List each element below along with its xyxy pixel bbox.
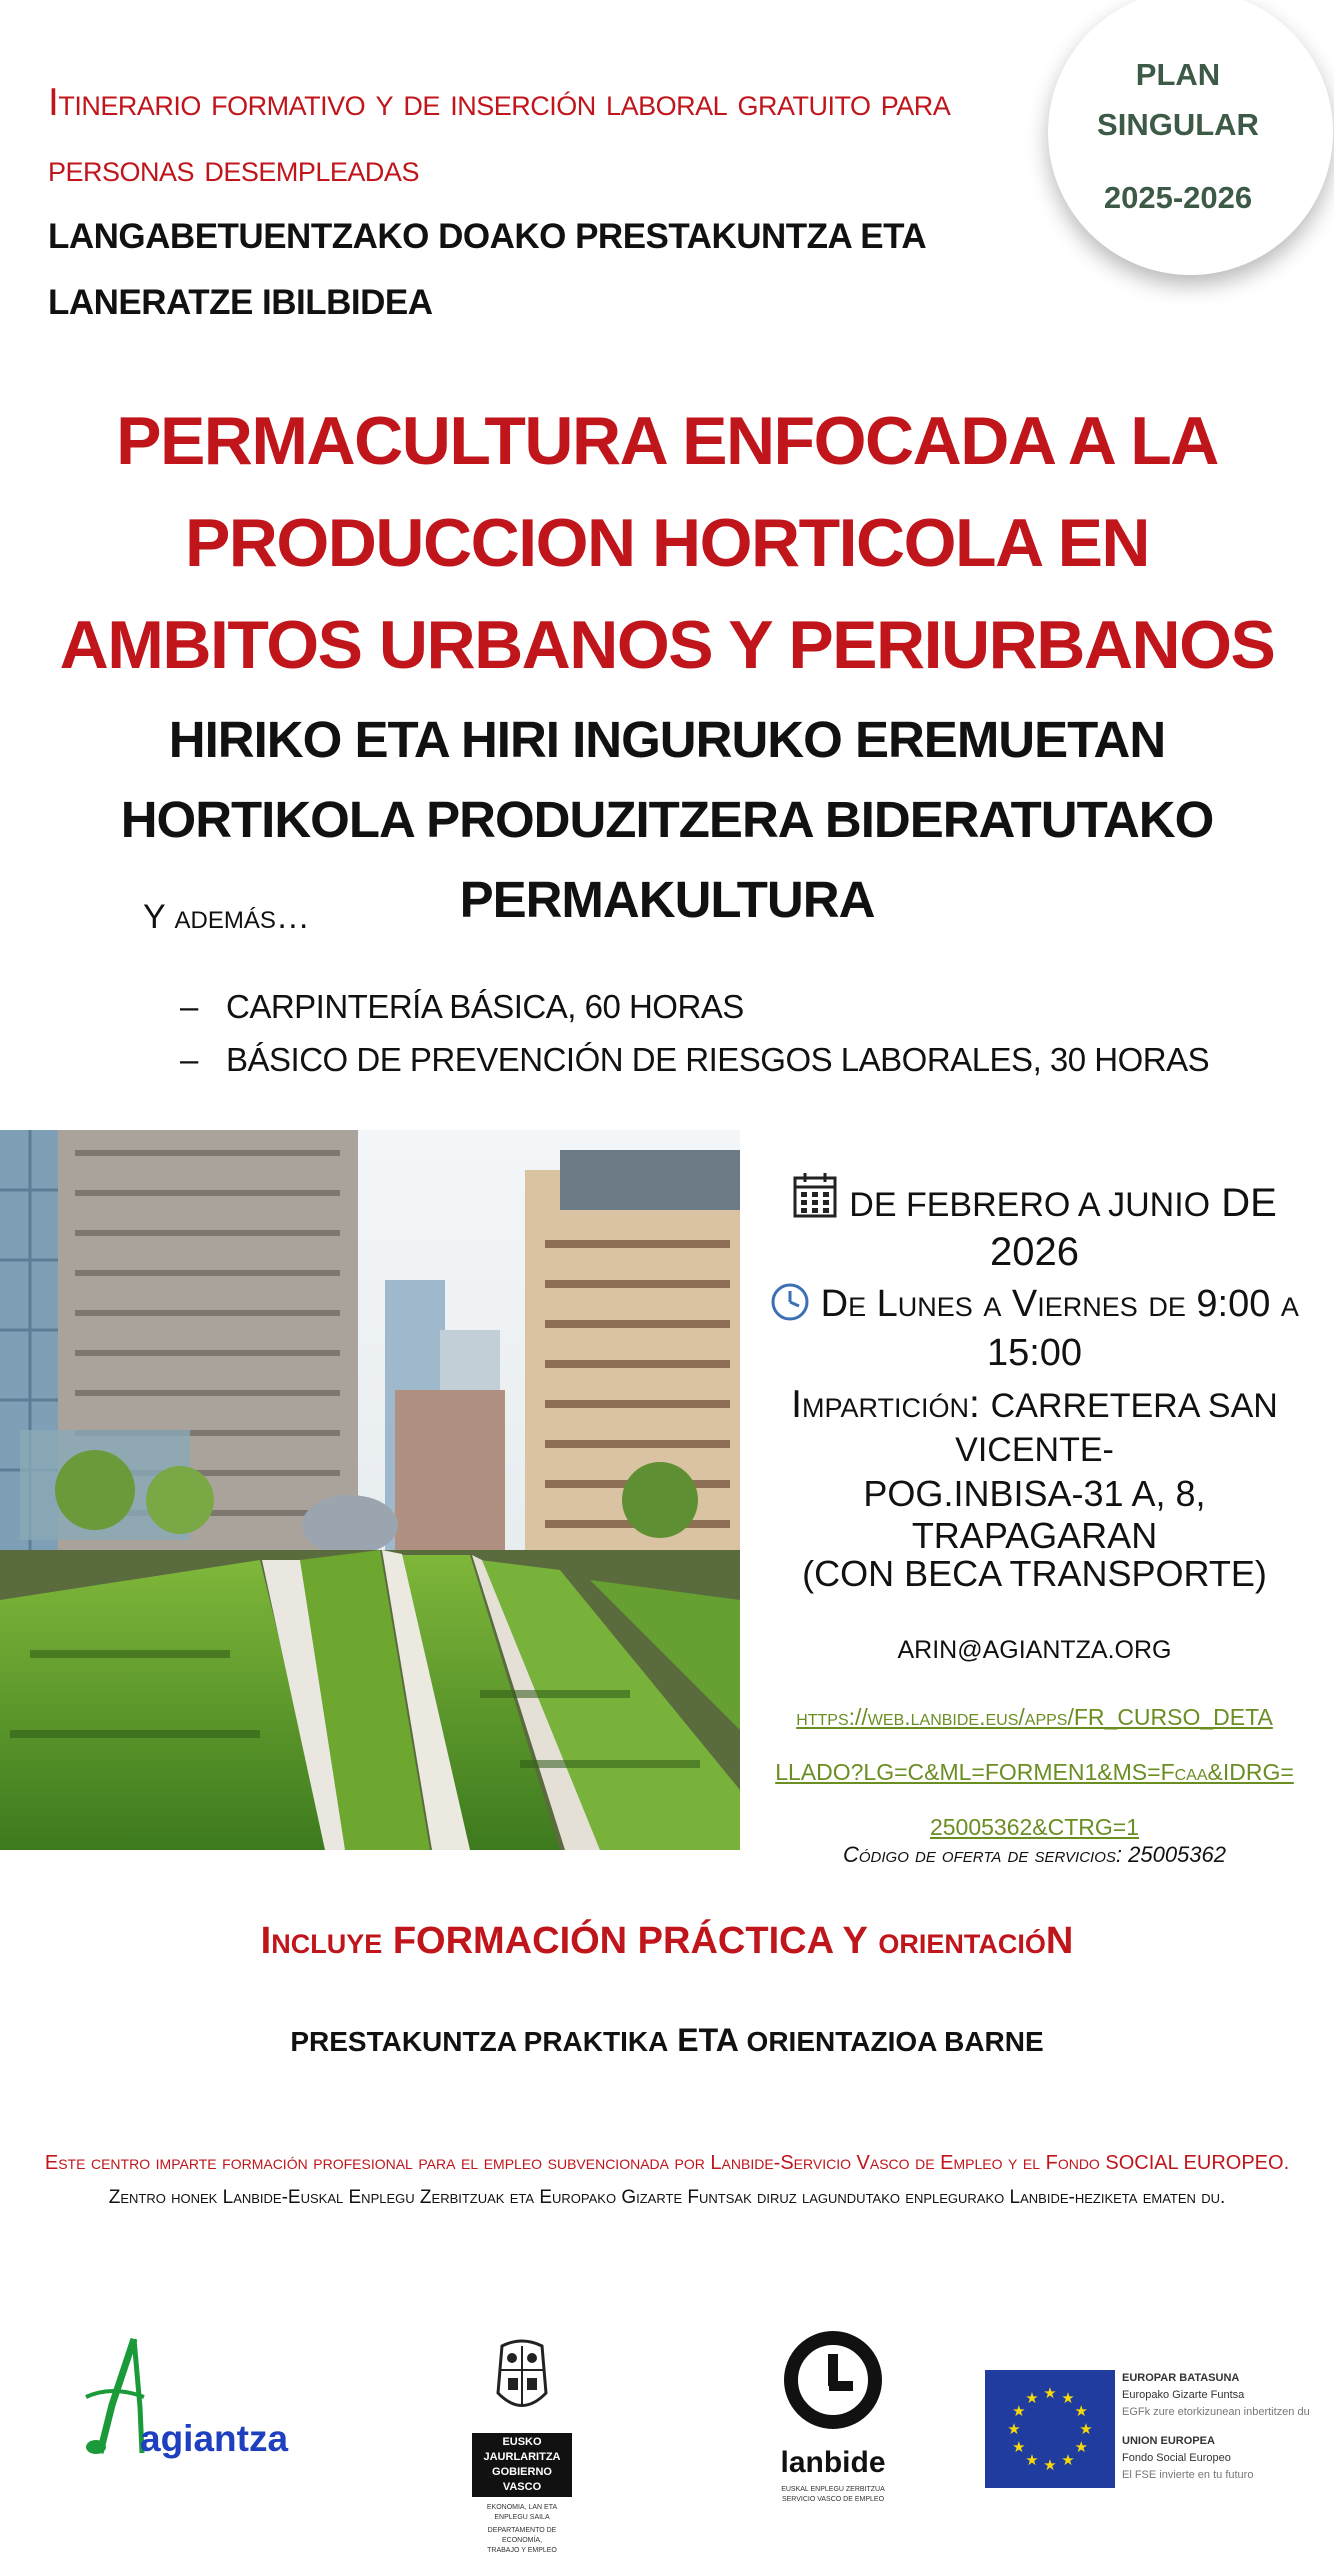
rooftop-garden-photo (0, 1130, 740, 1850)
course-link-part-3[interactable]: 25005362&CTRG=1 (929, 1814, 1140, 1840)
service-code-value: 25005362 (1128, 1842, 1226, 1867)
calendar-icon (792, 1170, 838, 1230)
extras-list (180, 980, 1209, 1086)
clock-icon (770, 1282, 810, 1332)
eu-star-icon: ★ (1043, 2457, 1057, 2474)
place-line-1 (752, 1383, 1317, 1471)
includes-spanish (40, 1920, 1294, 1963)
eu-star-icon: ★ (1012, 2403, 1026, 2420)
barne-part-3: ORIENTAZIOA BARNE (746, 2026, 1044, 2057)
lanbide-caption-1: EUSKAL ENPLEGU ZERBITZUA (781, 2486, 885, 2493)
includes-strong: FORMACIÓN PRÁCTICA Y (392, 1920, 868, 1962)
course-title-basque: HIRIKO ETA HIRI INGURUKO EREMUETAN HORTIKOLA PRODUZITZERA BIDERATUTAKO PERMAKULTURA (120, 711, 1214, 928)
date-range: DE FEBRERO A JUNIO (849, 1186, 1211, 1224)
contact-email[interactable]: ARIN@AGIANTZA.ORG (897, 1636, 1172, 1664)
gv-caption-4: TRABAJO Y EMPLEO (487, 2547, 557, 2554)
header-spanish: Itinerario formativo y de inserción laboral gratuito para personas desempleadas (48, 81, 951, 190)
includes-prefix: Incluye (260, 1920, 383, 1962)
place-street: CARRETERA SAN VICENTE- (955, 1387, 1278, 1469)
funding-note-basque: Zentro honek Lanbide-Euskal Enplegu Zerbitzuak eta Europako Gizarte Funtsak diruz lagundutako enplegurako Lanbide-heziketa ematen du. (108, 2187, 1226, 2208)
barne-part-2: ETA (677, 2022, 738, 2058)
agiantza-logo-text: agiantza (140, 2418, 289, 2459)
extras-item: – BÁSICO DE PREVENCIÓN DE RIESGOS LABORALES, 30 HORAS (180, 1033, 1209, 1086)
includes-basque (40, 2022, 1294, 2059)
eu-line-6: El FSE invierte en tu futuro (1122, 2469, 1254, 2481)
gv-caption-1: EKONOMIA, LAN ETA (486, 2504, 558, 2511)
lanbide-caption (778, 2485, 888, 2505)
eu-star-icon: ★ (1079, 2421, 1093, 2438)
extras-intro: Y además… (143, 898, 310, 936)
gv-caption (472, 2503, 572, 2556)
place-line-2: POG.INBISA-31 A, 8, TRAPAGARAN (863, 1473, 1206, 1556)
lanbide-wordmark: lanbide (780, 2446, 886, 2479)
course-title-spanish: PERMACULTURA ENFOCADA A LA PRODUCCION HORTICOLA EN AMBITOS URBANOS Y PERIURBANOS (59, 403, 1275, 683)
place-label: Impartición: (791, 1383, 980, 1426)
eu-star-icon: ★ (1007, 2421, 1021, 2438)
barne-part-1: PRESTAKUNTZA PRAKTIKA (290, 2026, 669, 2057)
eu-fund-text (1122, 2370, 1332, 2484)
place-line-3: (CON BECA TRANSPORTE) (802, 1553, 1267, 1594)
lanbide-logo (778, 2330, 888, 2505)
eu-star-icon: ★ (1074, 2403, 1088, 2420)
lanbide-caption-2: SERVICIO VASCO DE EMPLEO (781, 2496, 885, 2503)
eu-flag-icon (985, 2370, 1115, 2488)
funding-note-spanish: Este centro imparte formación profesional para el empleo subvencionada por Lanbide-Servicio Vasco de Empleo y el Fondo SOCIAL EUROPEO. (44, 2152, 1290, 2174)
includes-suffix: orientacióN (878, 1920, 1074, 1962)
gobierno-vasco-logo (472, 2338, 572, 2556)
plan-year: 2025-2026 (1103, 180, 1253, 215)
gv-caption-2: ENPLEGU SAILA (494, 2514, 550, 2521)
service-code (752, 1842, 1317, 1868)
course-link-part-1[interactable]: https://web.lanbide.eus/apps/FR_CURSO_DETA (796, 1704, 1273, 1730)
course-dates (752, 1170, 1317, 1275)
coat-of-arms-icon (472, 2338, 572, 2428)
course-hours (752, 1282, 1317, 1375)
header-basque: LANGABETUENTZAKO DOAKO PRESTAKUNTZA ETA LANERATZE IBILBIDEA (48, 217, 925, 322)
gv-caption-3: DEPARTAMENTO DE ECONOMÍA, (487, 2527, 557, 2544)
plan-line-1: PLAN (1135, 57, 1221, 92)
eu-star-icon: ★ (1061, 2389, 1075, 2407)
eu-line-1: EUROPAR BATASUNA (1122, 2372, 1240, 2384)
course-link-part-2[interactable]: LLADO?LG=C&ML=FORMEN1&MS=Fcaa&IDRG= (775, 1759, 1294, 1785)
gobierno-vasco-banner (472, 2433, 572, 2497)
hours-text: De Lunes a Viernes de 9:00 a 15:00 (820, 1283, 1299, 1374)
eu-star-icon: ★ (1025, 2452, 1039, 2470)
eu-line-2: Europako Gizarte Funtsa (1122, 2389, 1245, 2401)
gv-line-1: EUSKO JAURLARITZA (483, 2436, 561, 2463)
lanbide-clock-icon (783, 2330, 883, 2430)
eu-star-icon: ★ (1025, 2389, 1039, 2407)
eu-line-4: UNION EUROPEA (1122, 2435, 1215, 2447)
date-year: DE 2026 (990, 1181, 1277, 1274)
gv-line-2: GOBIERNO VASCO (492, 2466, 552, 2493)
extras-item: – CARPINTERÍA BÁSICA, 60 HORAS (180, 980, 1209, 1033)
eu-star-icon: ★ (1012, 2439, 1026, 2456)
eu-star-icon: ★ (1043, 2385, 1057, 2402)
plan-badge-label (1048, 50, 1308, 150)
course-link[interactable] (752, 1690, 1317, 1855)
eu-line-5: Fondo Social Europeo (1122, 2452, 1231, 2464)
eu-star-icon: ★ (1074, 2439, 1088, 2456)
eu-star-icon: ★ (1061, 2452, 1075, 2470)
plan-line-2: SINGULAR (1097, 107, 1259, 142)
eu-line-3: EGFk zure etorkizunean inbertitzen du (1122, 2406, 1310, 2418)
service-code-label: Código de oferta de servicios: (842, 1842, 1122, 1867)
